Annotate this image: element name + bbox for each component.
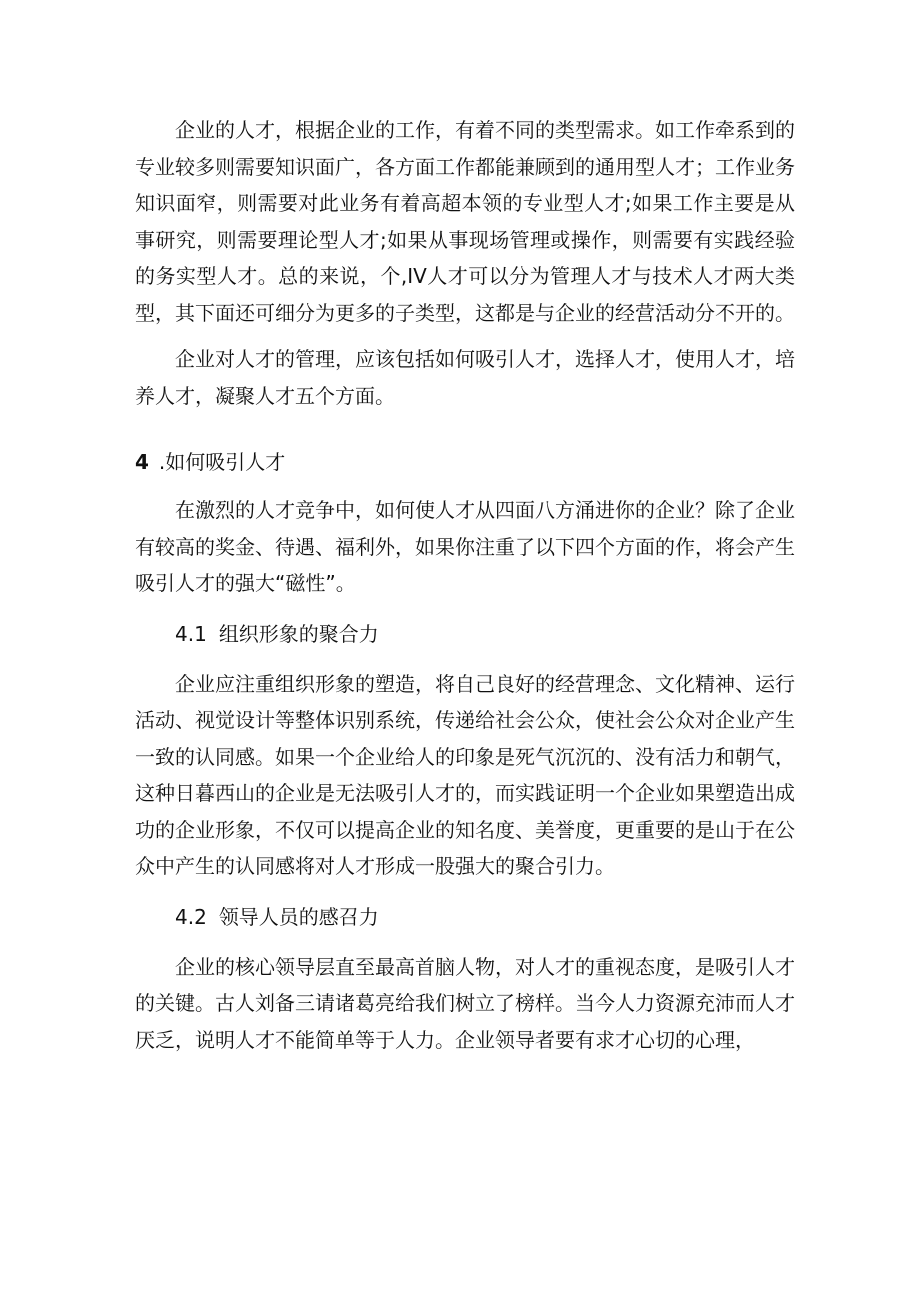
subsection-heading-4-2 bbox=[135, 899, 795, 935]
paragraph-attract-talent: 在激烈的人才竞争中，如何使人才从四面八方涌进你的企业？除了企业有较高的奖金、待遇、福利外，如果你注重了以下四个方面的作，将会产生吸引人才的强大“磁性”。 bbox=[135, 498, 795, 595]
subsection-heading-4-1 bbox=[135, 616, 795, 652]
subsection-title: 组织形象的聚合力 bbox=[218, 621, 379, 646]
subsection-number: 4.1 bbox=[175, 621, 207, 646]
section-heading-4 bbox=[135, 444, 795, 480]
subsection-number: 4.2 bbox=[175, 904, 207, 929]
paragraph-organization-image: 企业应注重组织形象的塑造，将自己良好的经营理念、文化精神、运行活动、视觉设计等整体识别系统，传递给社会公众，使社会公众对企业产生一致的认同感。如果一个企业给人的印象是死气沉沉的、没有活力和朝气，这种日暮西山的企业是无法吸引人才的，而实践证明一个企业如果塑造出成功的企业形象，不仅可以提高企业的知名度、美誉度，更重要的是山于在公众中产生的认同感将对人才形成一股强大的聚合引力。 bbox=[135, 671, 795, 878]
paragraph-leadership-appeal: 企业的核心领导层直至最高首脑人物，对人才的重视态度，是吸引人才的关键。古人刘备三请诸葛亮给我们树立了榜样。当今人力资源充沛而人才厌乏，说明人才不能简单等于人力。企业领导者要有求才心切的心理， bbox=[135, 954, 795, 1052]
section-number: 4 bbox=[135, 450, 149, 474]
paragraph-talent-management: 企业对人才的管理，应该包括如何吸引人才，选择人才，使用人才，培养人才，凝聚人才五个方面。 bbox=[135, 347, 795, 408]
document-body bbox=[135, 112, 795, 1058]
paragraph-talent-types: 企业的人才，根据企业的工作，有着不同的类型需求。如工作牵系到的专业较多则需要知识面广，各方面工作都能兼顾到的通用型人才；工作业务知识面窄，则需要对此业务有着高超本领的专业型人才;如果工作主要是从事研究，则需要理论型人才;如果从事现场管理或操作，则需要有实践经验的务实型人才。总的来说，个,IV人才可以分为管理人才与技术人才两大类型，其下面还可细分为更多的子类型，这都是与企业的经营活动分不开的。 bbox=[135, 118, 795, 325]
subsection-title: 领导人员的感召力 bbox=[218, 904, 379, 929]
section-title: .如何吸引人才 bbox=[158, 450, 286, 474]
